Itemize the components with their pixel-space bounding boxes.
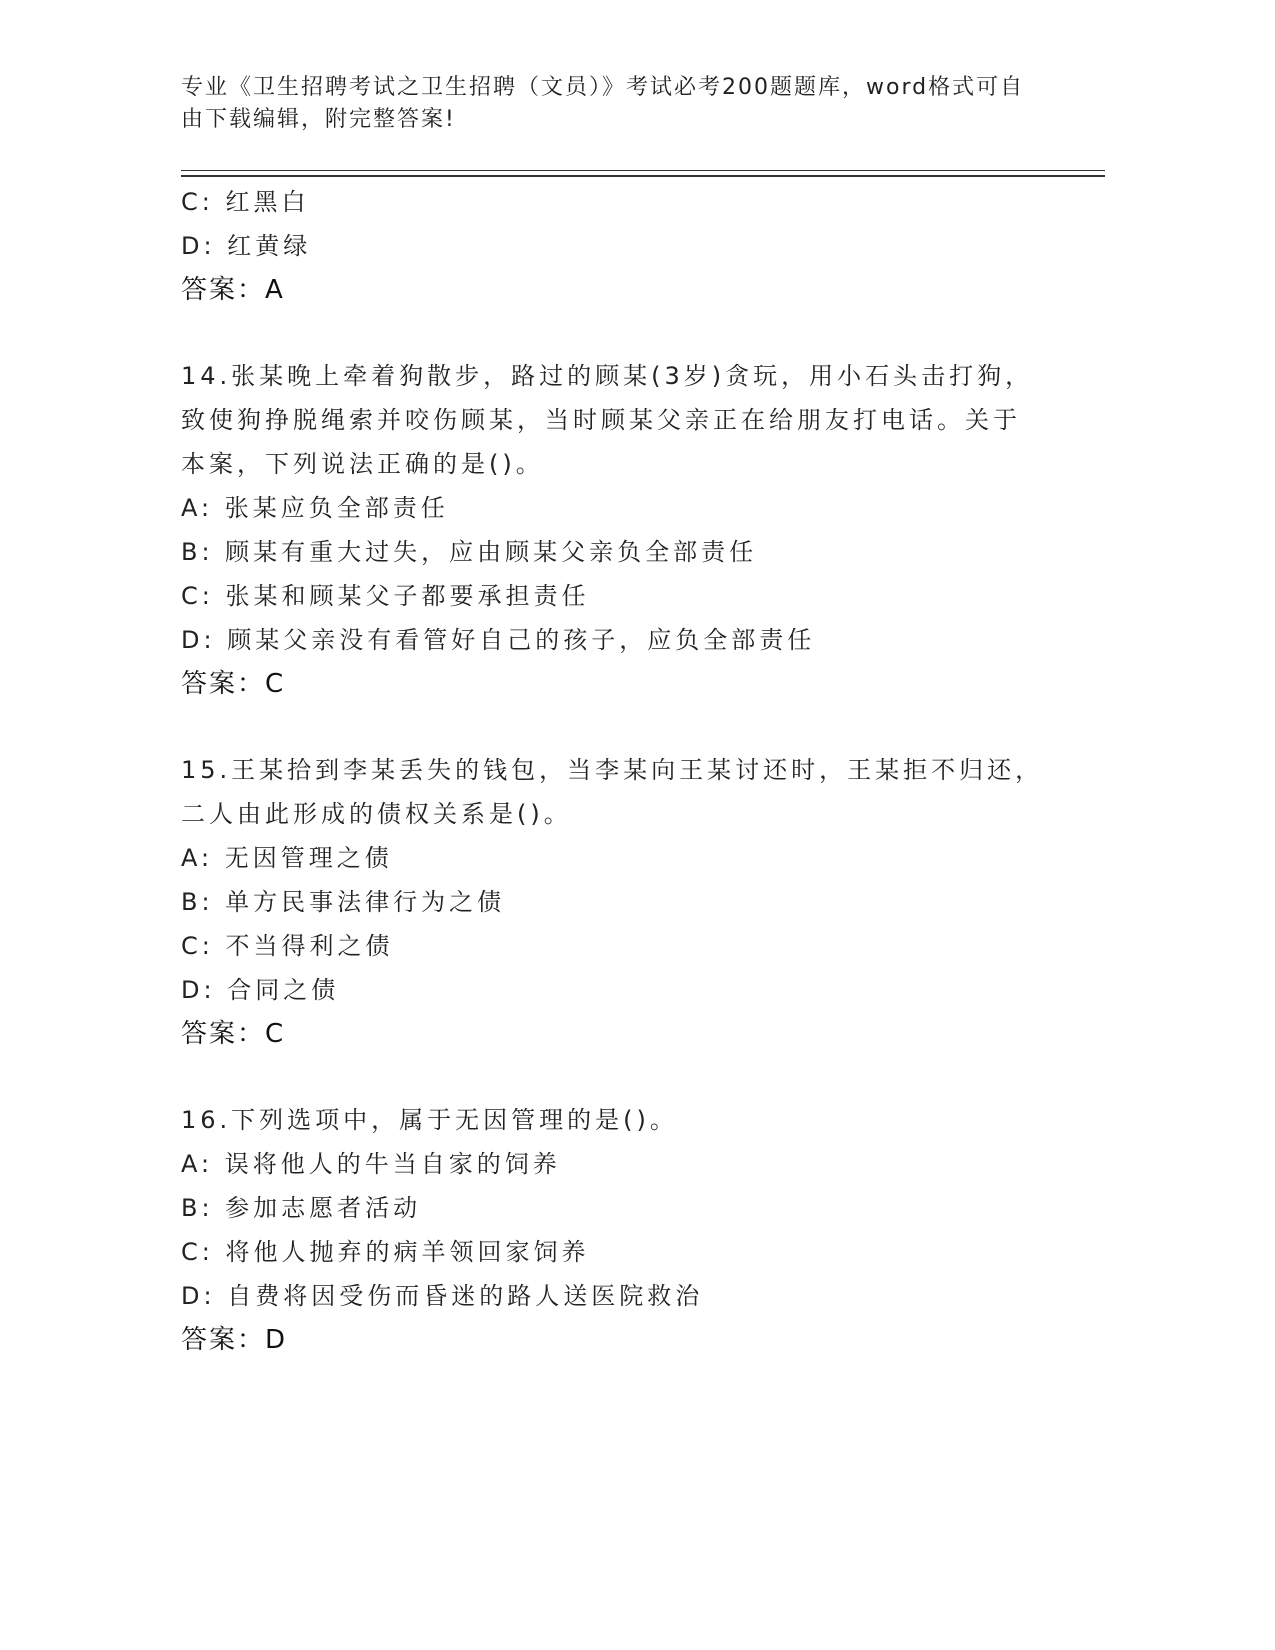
question-16	[181, 1098, 1061, 1362]
option-b: B: 参加志愿者活动	[181, 1194, 422, 1222]
option-c: C: 红黑白	[181, 188, 310, 216]
question-stem-line: 14.张某晚上牵着狗散步，路过的顾某(3岁)贪玩，用小石头击打狗，	[181, 362, 1034, 390]
option-c: C: 张某和顾某父子都要承担责任	[181, 582, 590, 610]
answer-line: 答案：A	[181, 275, 285, 305]
answer-line: 答案：C	[181, 669, 286, 699]
header-line-1: 专业《卫生招聘考试之卫生招聘（文员）》考试必考200题题库，word格式可自	[181, 75, 1025, 100]
option-b: B: 单方民事法律行为之债	[181, 888, 506, 916]
question-stem-line: 本案，下列说法正确的是()。	[181, 450, 544, 478]
answer-line: 答案：D	[181, 1325, 288, 1355]
option-c: C: 不当得利之债	[181, 932, 394, 960]
option-b: B: 顾某有重大过失，应由顾某父亲负全部责任	[181, 538, 758, 566]
carry-over-question	[181, 180, 1061, 312]
option-a: A: 无因管理之债	[181, 844, 393, 872]
question-stem-line: 15.王某拾到李某丢失的钱包，当李某向王某讨还时，王某拒不归还，	[181, 756, 1044, 784]
question-stem-line: 二人由此形成的债权关系是()。	[181, 800, 572, 828]
header-divider-thin	[181, 170, 1105, 171]
header-line-2: 由下载编辑，附完整答案!	[181, 107, 456, 132]
question-14	[181, 354, 1061, 706]
document-header	[181, 72, 1061, 136]
option-c: C: 将他人抛弃的病羊领回家饲养	[181, 1238, 590, 1266]
option-a: A: 张某应负全部责任	[181, 494, 449, 522]
option-d: D: 自费将因受伤而昏迷的路人送医院救治	[181, 1282, 704, 1310]
question-stem-line: 16.下列选项中，属于无因管理的是()。	[181, 1106, 678, 1134]
question-stem-line: 致使狗挣脱绳索并咬伤顾某，当时顾某父亲正在给朋友打电话。关于	[181, 406, 1021, 434]
option-d: D: 红黄绿	[181, 232, 312, 260]
option-a: A: 误将他人的牛当自家的饲养	[181, 1150, 561, 1178]
question-list	[181, 180, 1061, 1362]
answer-line: 答案：C	[181, 1019, 286, 1049]
header-divider-thick	[181, 175, 1105, 177]
option-d: D: 顾某父亲没有看管好自己的孩子，应负全部责任	[181, 626, 816, 654]
option-d: D: 合同之债	[181, 976, 340, 1004]
question-15	[181, 748, 1061, 1056]
